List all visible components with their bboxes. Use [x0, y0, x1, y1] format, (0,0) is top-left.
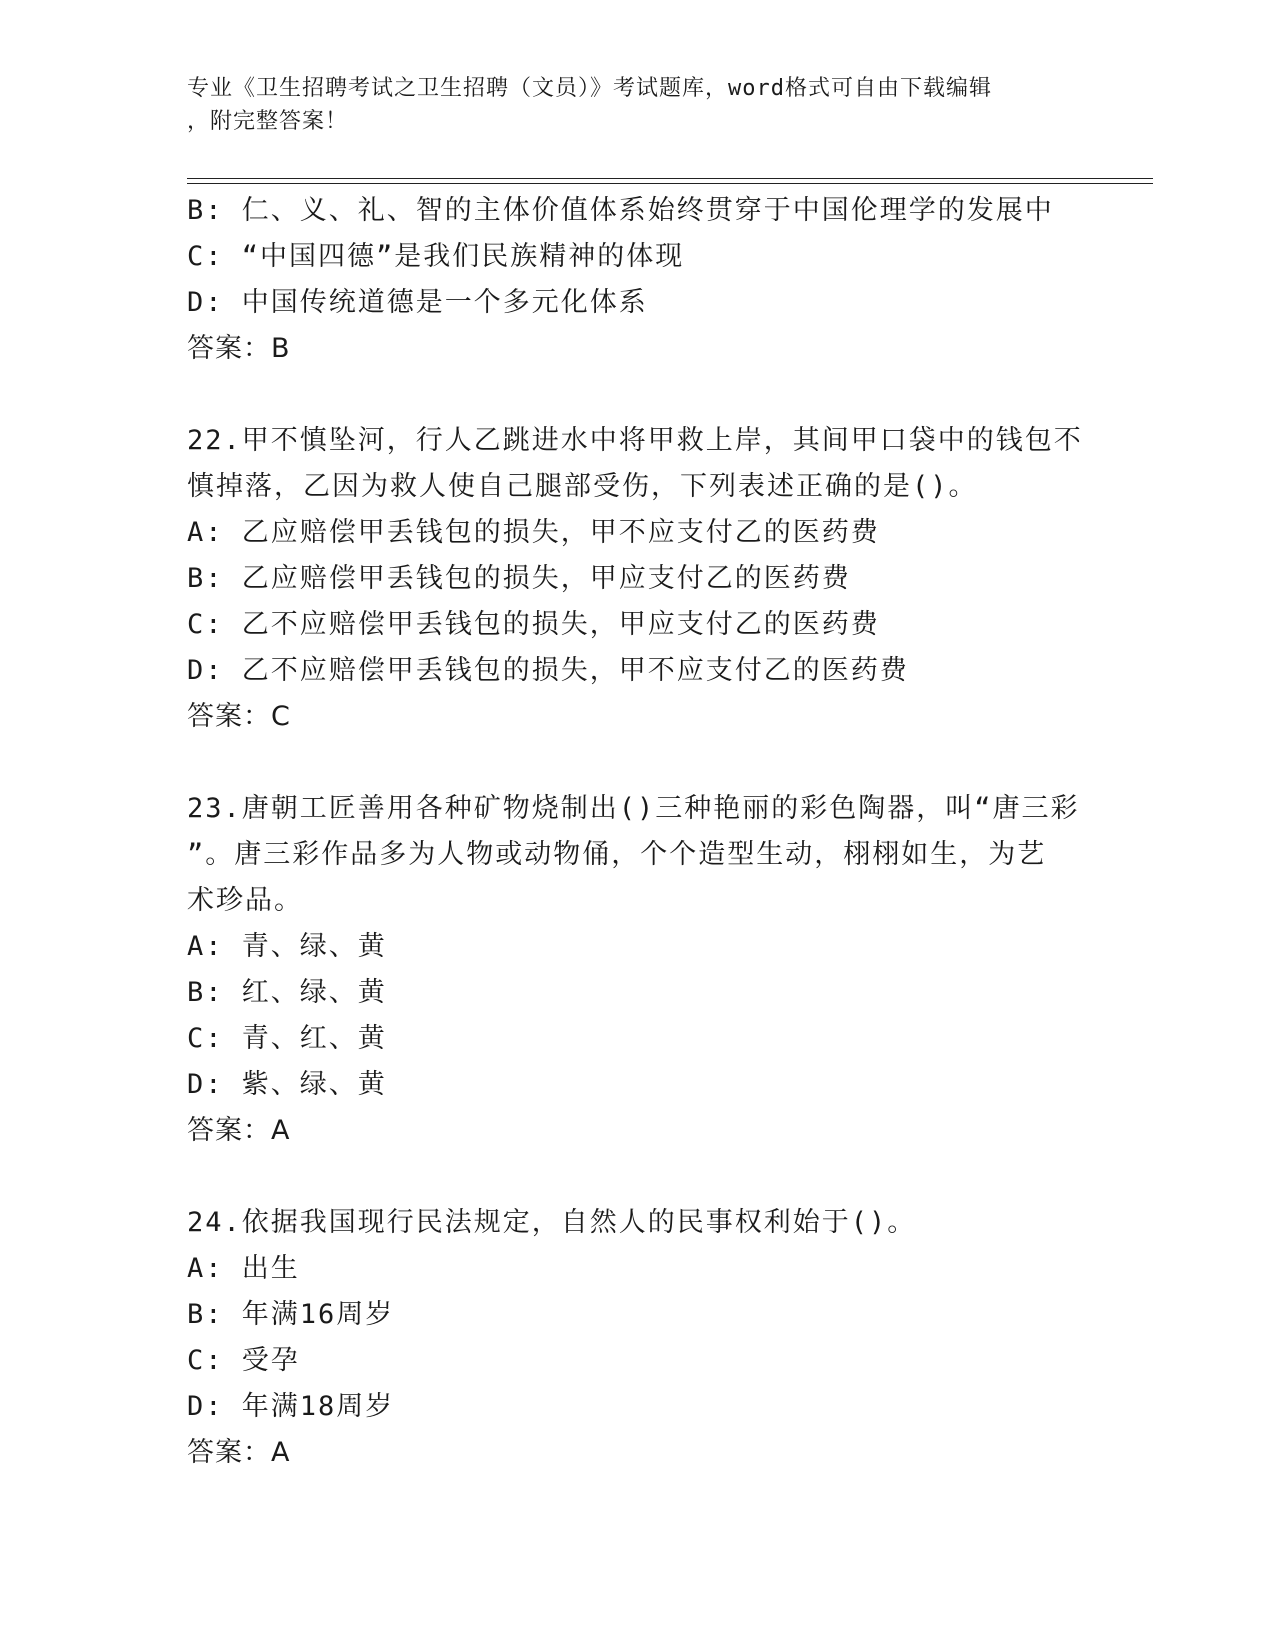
option-d: D: 中国传统道德是一个多元化体系 — [187, 287, 648, 318]
question-21 — [187, 188, 1087, 372]
question-stem-line: 慎掉落，乙因为救人使自己腿部受伤，下列表述正确的是()。 — [187, 471, 978, 502]
option-c: C: 青、红、黄 — [187, 1023, 387, 1054]
question-22 — [187, 418, 1087, 740]
question-23 — [187, 786, 1087, 1154]
question-spacer — [187, 1154, 1087, 1200]
option-d: D: 乙不应赔偿甲丢钱包的损失，甲不应支付乙的医药费 — [187, 655, 909, 686]
question-stem-line: 24.依据我国现行民法规定，自然人的民事权利始于()。 — [187, 1207, 917, 1238]
question-stem-line: 22.甲不慎坠河，行人乙跳进水中将甲救上岸，其间甲口袋中的钱包不 — [187, 425, 1083, 456]
option-a: A: 出生 — [187, 1253, 300, 1284]
option-b: B: 年满16周岁 — [187, 1299, 395, 1330]
answer-line: 答案：C — [187, 701, 291, 732]
question-24 — [187, 1200, 1087, 1476]
answer-line: 答案：A — [187, 1437, 291, 1468]
question-list — [187, 188, 1087, 1476]
header-divider-top — [187, 178, 1153, 179]
document-header — [187, 72, 1087, 138]
option-b: B: 仁、义、礼、智的主体价值体系始终贯穿于中国伦理学的发展中 — [187, 195, 1054, 226]
option-c: C: 乙不应赔偿甲丢钱包的损失，甲应支付乙的医药费 — [187, 609, 880, 640]
question-stem-line: ”。唐三彩作品多为人物或动物俑，个个造型生动，栩栩如生，为艺 — [187, 839, 1047, 870]
answer-line: 答案：B — [187, 333, 291, 364]
question-spacer — [187, 372, 1087, 418]
option-a: A: 乙应赔偿甲丢钱包的损失，甲不应支付乙的医药费 — [187, 517, 880, 548]
option-c: C: 受孕 — [187, 1345, 300, 1376]
question-spacer — [187, 740, 1087, 786]
question-stem-line: 术珍品。 — [187, 885, 303, 916]
option-a: A: 青、绿、黄 — [187, 931, 387, 962]
option-c: C: “中国四德”是我们民族精神的体现 — [187, 241, 685, 272]
header-divider-bottom — [187, 183, 1153, 184]
option-d: D: 紫、绿、黄 — [187, 1069, 387, 1100]
option-d: D: 年满18周岁 — [187, 1391, 395, 1422]
answer-line: 答案：A — [187, 1115, 291, 1146]
header-line-1: 专业《卫生招聘考试之卫生招聘（文员）》考试题库，word格式可自由下载编辑 — [187, 76, 992, 101]
option-b: B: 乙应赔偿甲丢钱包的损失，甲应支付乙的医药费 — [187, 563, 851, 594]
option-b: B: 红、绿、黄 — [187, 977, 387, 1008]
header-line-2: ，附完整答案！ — [187, 109, 349, 134]
question-stem-line: 23.唐朝工匠善用各种矿物烧制出()三种艳丽的彩色陶器，叫“唐三彩 — [187, 793, 1080, 824]
